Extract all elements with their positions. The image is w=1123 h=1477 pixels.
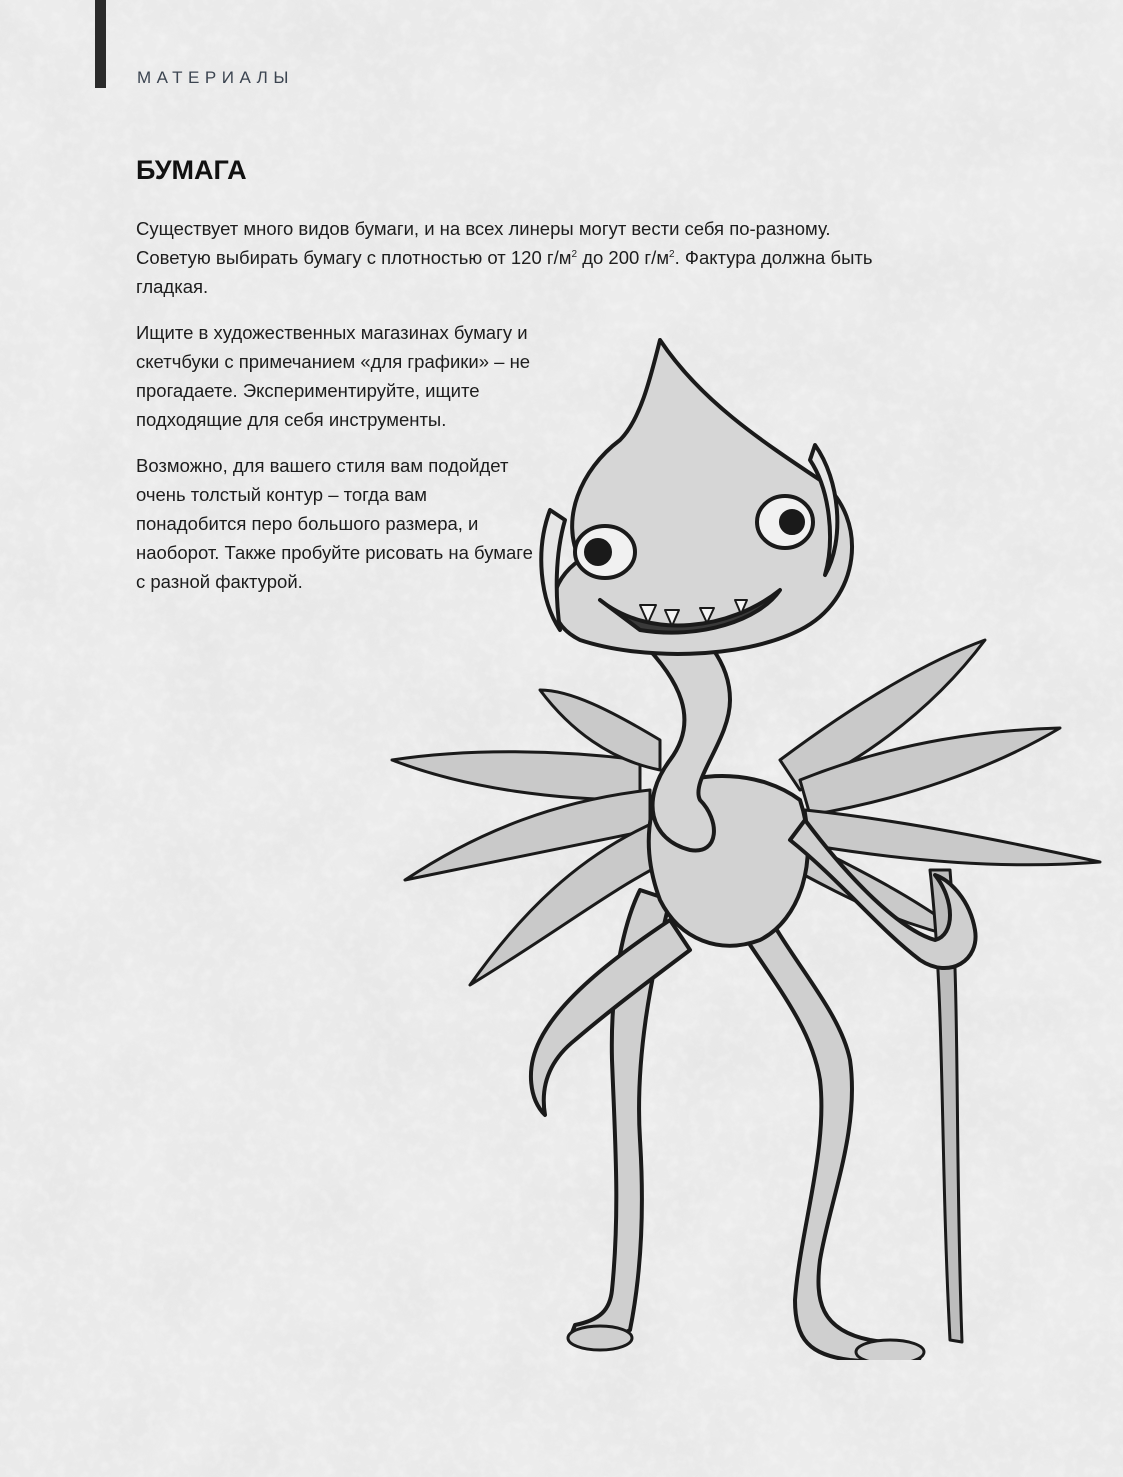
section-label: МАТЕРИАЛЫ bbox=[137, 68, 294, 87]
paragraph-paper-density bbox=[136, 214, 896, 301]
paragraph-text: Существует много видов бумаги, и на всех линеры могут вести себя по-разному. Советую выбирать бумагу с плотностью от 120 г/м bbox=[136, 218, 831, 268]
feet bbox=[568, 1326, 924, 1360]
paragraph-line-thickness: Возможно, для вашего стиля вам подойдет очень толстый контур – тогда вам понадобится перо большого размера, и наоборот. Также пробуйте рисовать на бумаге с разной фактурой. bbox=[136, 455, 533, 592]
superscript: 2 bbox=[669, 248, 675, 260]
creature-illustration bbox=[380, 330, 1120, 1360]
accent-bar bbox=[95, 0, 106, 88]
head bbox=[554, 340, 852, 654]
tail bbox=[531, 920, 690, 1115]
superscript: 2 bbox=[571, 248, 578, 260]
paragraph-art-stores: Ищите в художественных магазинах бумагу и скетчбуки с примечанием «для графики» – не прогадаете. Экспериментируйте, ищите подходящие для себя инструменты. bbox=[136, 322, 531, 430]
page-title: БУМАГА bbox=[136, 155, 247, 185]
paragraph-text: до 200 г/м bbox=[577, 247, 670, 268]
paragraph-text: . Фактура должна быть гладкая. bbox=[136, 247, 873, 297]
